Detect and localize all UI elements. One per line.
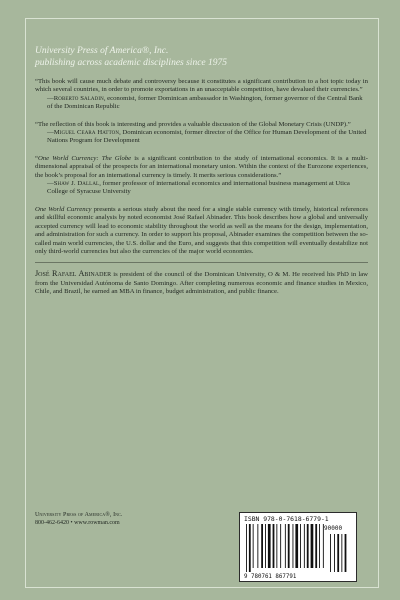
quote-3-author: Shaw J. Dallal <box>53 180 100 188</box>
description-book-title: One World Currency <box>35 205 92 213</box>
book-description <box>35 206 368 256</box>
quote-1-author: Roberto Saladin <box>53 94 104 102</box>
publisher-name: University Press of America®, Inc. <box>35 512 123 518</box>
publisher-info <box>35 512 195 527</box>
price-code: 90000 <box>324 525 343 532</box>
quote-2-text: “The reflection of this book is interesting and provides a valuable discussion of the Global Monetary Crisis (UNDP).” <box>35 120 351 128</box>
cover-content <box>35 78 368 297</box>
tagline-line-2: publishing across academic disciplines since 1975 <box>35 58 227 68</box>
quote-3-book-title: One World Currency: The Globe <box>37 154 132 162</box>
tagline-line-1: University Press of America®, Inc. <box>35 46 169 56</box>
quote-3-author-detail: , former professor of international economics and international business management at Utica College of Syracuse University <box>47 180 350 196</box>
author-name: José Rafael Abinader <box>35 269 112 279</box>
description-body: presents a serious study about the need for a single stable currency with timely, historical references and skillful economic analysis by noted economist José Rafael Abinader. This book describes how a global and universally accepted currency will lead to economic stability throughout the world as well as the means for the design, implementation, and administration for such a currency. In order to support his proposal, Abinader examines the competition between the so-called main world currencies, the U.S. dollar and the Euro, and suggests that this competition will eventually destabilize not only third-world currencies but also the currencies of the major world economies. <box>35 205 368 255</box>
quote-2-attribution: —Miguel Ceara Hatton, Dominican economist, former director of the Office for Human Development of the United Nations Program for Development <box>47 129 367 145</box>
author-bio <box>35 270 368 296</box>
quote-3-text: “One World Currency: The Globe is a significant contribution to the study of international economics. It is a multi-dimensional appraisal of the prospects for an international monetary union. Within the context of the Eurozone experiences, the book’s proposal for an international currency is timely. It merits serious considerations.” <box>35 154 368 179</box>
isbn-barcode <box>239 512 357 582</box>
quote-2-author: Miguel Ceara Hatton <box>53 129 120 137</box>
barcode-bars <box>244 524 354 572</box>
author-bio-text: is president of the council of the Dominican University, O & M. He received his PhD in law from the Universidad Autónoma de Santo Domingo. After completing numerous economic and finance studies in Mexico, Chile, and Brazil, he earned an MBA in finance, budget administration, and public finance. <box>35 271 368 296</box>
quote-2-author-detail: , Dominican economist, former director of the Office for Human Development of the United Nations Program for Development <box>47 129 367 145</box>
barcode-digits: 9 780761 867791 <box>244 574 297 580</box>
section-divider <box>35 262 368 263</box>
isbn-label: ISBN 978-0-7618-6779-1 <box>244 515 329 523</box>
quote-3-body: is a significant contribution to the study of international economics. It is a multi-dimensional appraisal of the prospects for an international monetary union. Within the context of the Eurozone experiences, the book’s proposal for an international currency is timely. It merits serious considerations.” <box>35 154 368 179</box>
quote-1-text: “This book will cause much debate and controversy because it constitutes a significant contribution to a hot topic today in which several countries, in order to promote exportations in an unacceptable competition, have devalued their currencies.” <box>35 78 368 94</box>
publisher-contact: 800-462-6420 • www.rowman.com <box>35 519 120 526</box>
quote-3-attribution: —Shaw J. Dallal, former professor of international economics and international business management at Utica College of Syracuse University <box>47 180 350 196</box>
quote-1-author-detail: , economist, former Dominican ambassador in Washington, former governor of the Central Bank of the Dominican Republic <box>47 94 363 111</box>
quote-1-attribution: —Roberto Saladin, economist, former Dominican ambassador in Washington, former governor of the Central Bank of the Dominican Republic <box>47 94 363 111</box>
publisher-tagline <box>35 45 335 69</box>
